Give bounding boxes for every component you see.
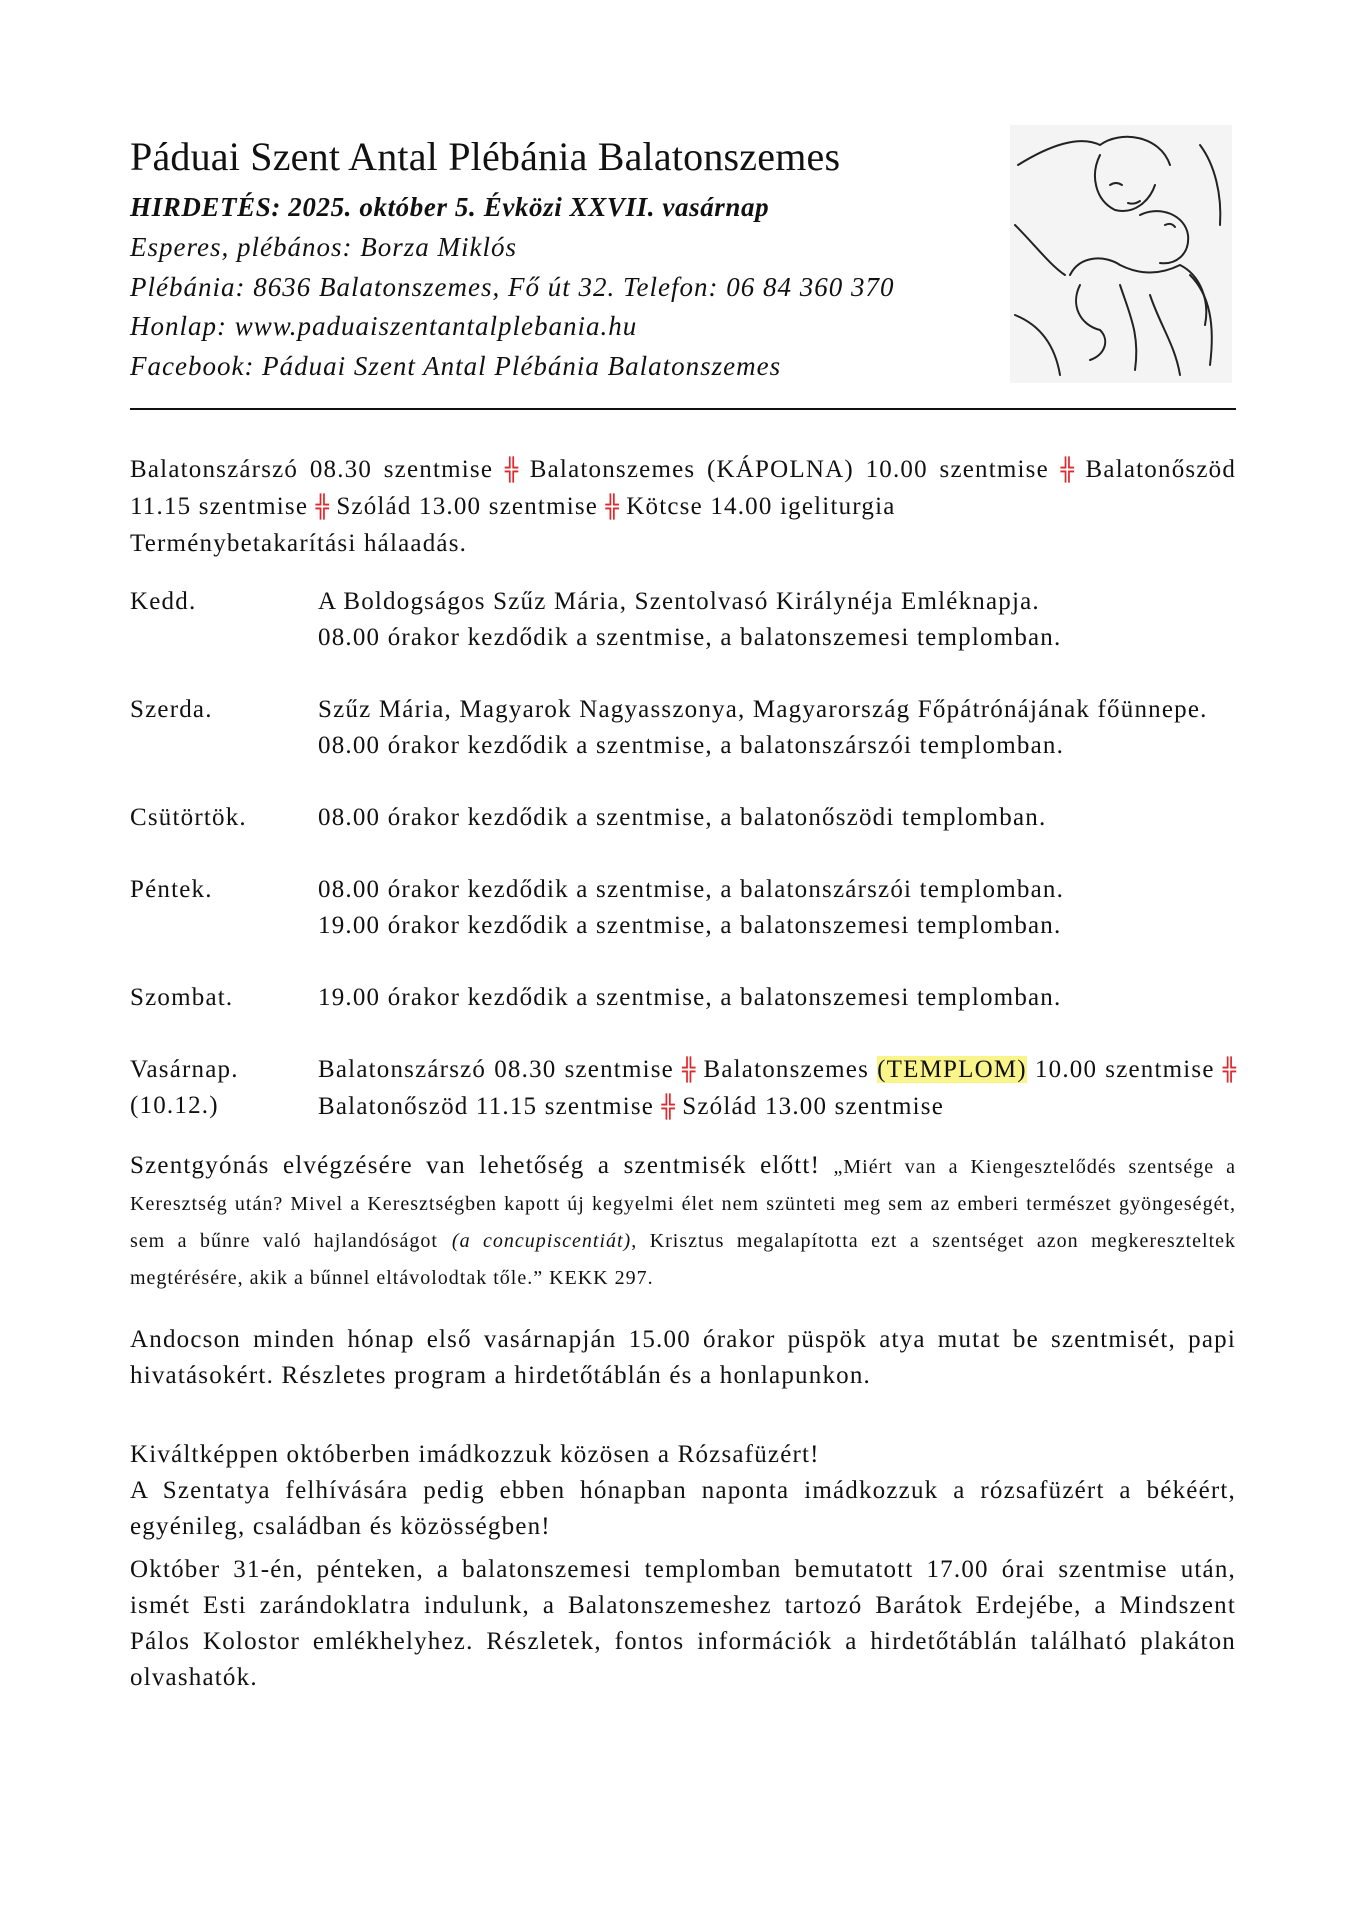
harvest-note: Terménybetakarítási hálaadás. [130,530,468,557]
weekly-schedule [130,584,1236,1126]
rosary-paragraph [130,1437,1236,1545]
header [130,0,1236,410]
this-sunday-masses [130,452,1236,562]
cross-icon: ╬ [682,1058,696,1083]
schedule-line: 19.00 órakor kezdődik a szentmise, a balatonszemesi templomban. [318,984,1062,1011]
announcement-page [130,0,1237,1691]
mass-item: Balatonszárszó 08.30 szentmise [130,456,494,483]
mass-item: Szólád 13.00 szentmise [682,1093,945,1120]
saint-anthony-image [1010,125,1232,383]
schedule-day: Szombat. [130,984,234,1011]
pilgrimage-paragraph: Október 31-én, pénteken, a balatonszemesi templomban bemutatott 17.00 órai szentmise után, ismét Esti zarándoklatra indulunk, a Balatonszemeshez tartozó Barátok Erdejébe, a Mindszent Pálos Kolostor emlékhelyhez. Részletek, fontos információk a hirdetőtáblán található plakáton olvashatók. [130,1556,1236,1691]
cross-icon: ╬ [1222,1058,1237,1083]
mass-item: 10.00 szentmise [1034,1056,1215,1083]
schedule-day: Kedd. [130,588,197,615]
mass-item: Szólád 13.00 szentmise [336,493,599,520]
intro-paragraph [130,452,1236,562]
mass-item: Kötcse 14.00 igeliturgia [626,493,896,520]
cross-icon: ╬ [504,458,519,483]
schedule-line: 19.00 órakor kezdődik a szentmise, a balatonszemesi templomban. [318,912,1062,939]
schedule-row [130,692,1236,764]
cross-icon: ╬ [1060,458,1074,483]
cross-icon: ╬ [661,1095,675,1120]
schedule-row [130,584,1236,656]
schedule-line: 08.00 órakor kezdődik a szentmise, a balatonszárszói templomban. [318,732,1065,759]
schedule-row-sunday [130,1052,1236,1126]
catechism-quote: , Krisztus megalapította ezt a szentséget azon megkereszteltek megtérésére, akik a bűnnel eltávolodtak tőle.” KEKK 297. [130,1230,1237,1289]
schedule-day: Csütörtök. [130,804,247,831]
confession-paragraph [130,1148,1236,1296]
schedule-row [130,872,1236,944]
catechism-quote-italic: (a concupiscentiát) [451,1230,632,1252]
sunday-date: (10.12.) [130,1092,219,1119]
schedule-line: 08.00 órakor kezdődik a szentmise, a balatonszemesi templomban. [318,624,1062,651]
schedule-desc [318,584,1236,656]
mass-item: Balatonőszöd 11.15 szentmise [130,456,1237,520]
mass-item: Balatonszemes [703,1056,870,1083]
facebook-line: Facebook: Páduai Szent Antal Plébánia Balatonszemes [130,351,782,381]
website-line: Honlap: www.paduaiszentantalplebania.hu [130,311,638,341]
schedule-line: A Boldogságos Szűz Mária, Szentolvasó Királynéja Emléknapja. [318,588,1040,615]
catechism-quote: „Miért van a Kiengesztelődés szentsége a Keresztség után? Mivel a Keresztségben kapott új kegyelmi élet nem szünteti meg sem az emberi természet gyöngeségét, sem a bűnre való hajlandóságot [130,1156,1236,1252]
schedule-desc [318,980,1236,1016]
confession-lead: Szentgyónás elvégzésére van lehetőség a szentmisék előtt! [130,1152,821,1179]
page-title: Páduai Szent Antal Plébánia Balatonszemes [130,134,841,179]
schedule-day: Péntek. [130,876,213,903]
schedule-day [130,1052,318,1126]
rosary-line: Kiváltképpen októberben imádkozzuk közösen a Rózsafüzért! [130,1441,820,1468]
announcement-date: HIRDETÉS: 2025. október 5. Évközi XXVII. vasárnap [130,192,770,222]
cross-icon: ╬ [315,495,329,520]
mass-item: Balatonszárszó 08.30 szentmise [318,1056,674,1083]
schedule-line: Szűz Mária, Magyarok Nagyasszonya, Magyarország Főpátrónájának főünnepe. [318,696,1208,723]
schedule-desc [318,1052,1236,1126]
rosary-line: A Szentatya felhívására pedig ebben hónapban naponta imádkozzuk a rózsafüzért a békéért, egyénileg, családban és közösségben! [130,1477,1236,1540]
mass-item: Balatonszemes (KÁPOLNA) 10.00 szentmise [529,456,1049,483]
schedule-desc [318,692,1236,764]
highlighted-location: (TEMPLOM) [877,1056,1027,1083]
schedule-row [130,800,1236,836]
schedule-desc [318,872,1236,944]
mass-item: Balatonőszöd 11.15 szentmise [318,1093,655,1120]
cross-icon: ╬ [605,495,619,520]
andocs-paragraph: Andocson minden hónap első vasárnapján 15.00 órakor püspök atya mutat be szentmisét, papi hivatásokért. Részletes program a hirdetőtáblán és a honlapunkon. [130,1326,1236,1389]
priest-line: Esperes, plébános: Borza Miklós [130,232,517,262]
header-divider [130,408,1236,410]
sunday-label: Vasárnap. [130,1056,239,1083]
schedule-row [130,980,1236,1016]
schedule-desc [318,800,1236,836]
schedule-line: 08.00 órakor kezdődik a szentmise, a balatonőszödi templomban. [318,804,1047,831]
schedule-line: 08.00 órakor kezdődik a szentmise, a balatonszárszói templomban. [318,876,1065,903]
schedule-day: Szerda. [130,696,213,723]
address-line: Plébánia: 8636 Balatonszemes, Fő út 32. Telefon: 06 84 360 370 [130,272,895,302]
